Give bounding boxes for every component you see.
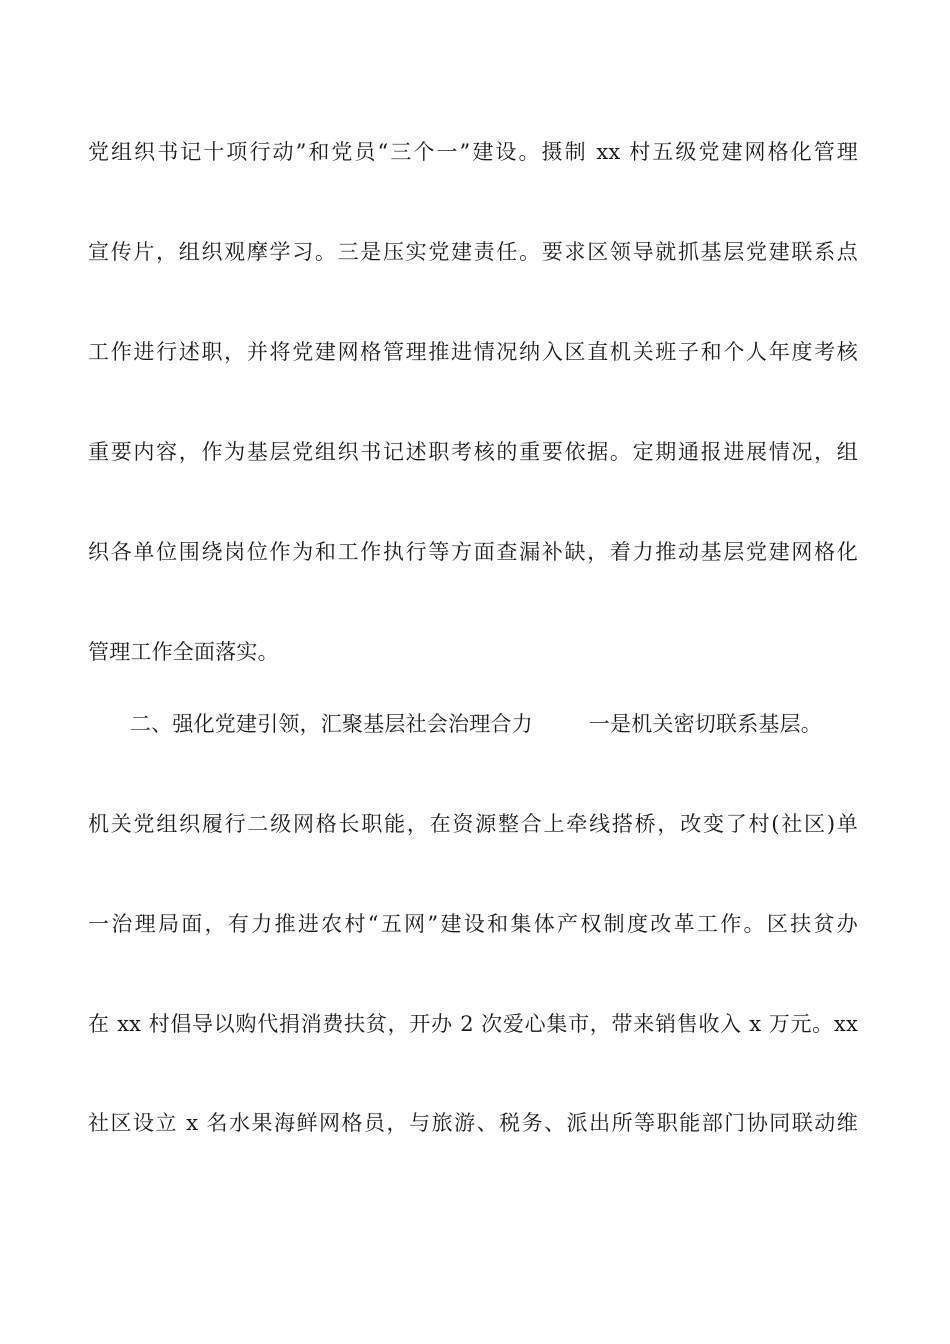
paragraph-line: 社区设立 x 名水果海鲜网格员，与旅游、税务、派出所等职能部门协同联动维 [88, 1111, 858, 1135]
paragraph-line: 党组织书记十项行动”和党员“三个一”建设。摄制 xx 村五级党建网格化管理 [88, 140, 858, 164]
paragraph-line: 宣传片，组织观摩学习。三是压实党建责任。要求区领导就抓基层党建联系点 [88, 240, 858, 264]
paragraph-line: 机关党组织履行二级网格长职能，在资源整合上牵线搭桥，改变了村(社区)单 [88, 812, 858, 836]
paragraph-line: 织各单位围绕岗位作为和工作执行等方面查漏补缺，着力推动基层党建网格化 [88, 540, 858, 564]
paragraph-line: 在 xx 村倡导以购代捐消费扶贫，开办 2 次爱心集市，带来销售收入 x 万元。xx [88, 1012, 858, 1036]
paragraph-line: 重要内容，作为基层党组织书记述职考核的重要依据。定期通报进展情况，组 [88, 440, 858, 464]
paragraph-line: 一治理局面，有力推进农村“五网”建设和集体产权制度改革工作。区扶贫办 [88, 912, 858, 936]
section-heading-line [130, 709, 858, 739]
paragraph-line: 管理工作全面落实。 [88, 640, 279, 664]
section-heading: 二、强化党建引领，汇聚基层社会治理合力 [130, 712, 533, 736]
section-first-sentence: 一是机关密切联系基层。 [588, 712, 823, 736]
paragraph-line: 工作进行述职，并将党建网格管理推进情况纳入区直机关班子和个人年度考核 [88, 340, 858, 364]
